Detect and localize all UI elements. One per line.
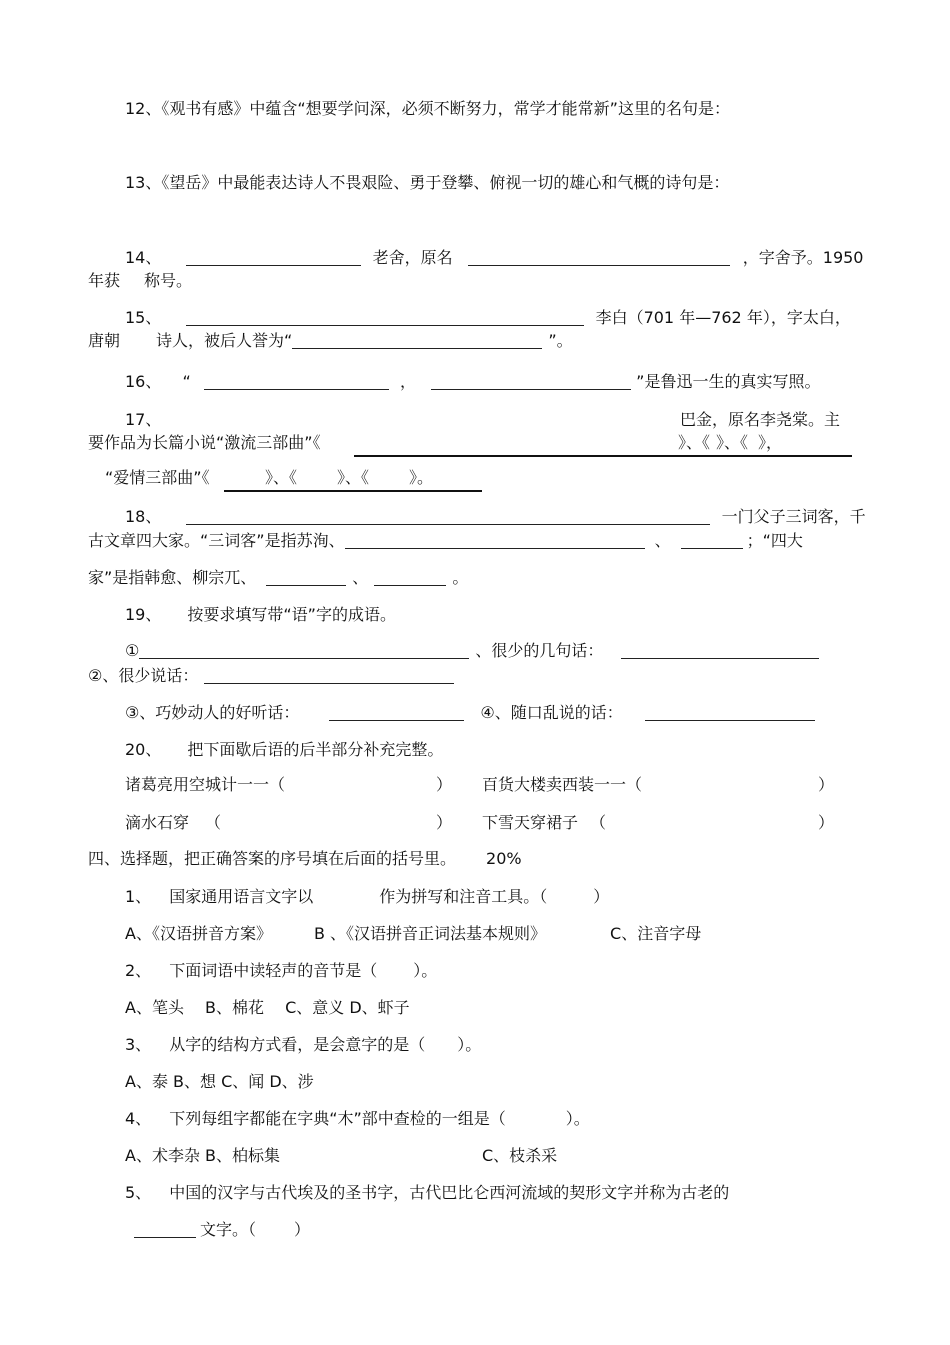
answer-blank[interactable] [186, 249, 361, 266]
paren-open: （ [590, 813, 607, 832]
question-text: ， [399, 372, 416, 391]
answer-blank[interactable] [345, 532, 645, 549]
item-label: 、很少的几句话： [475, 641, 604, 660]
section-title: 四、选择题，把正确答案的序号填在后面的括号里。 [88, 849, 457, 868]
question-text: 》， [758, 433, 783, 452]
question-text: 、 [654, 531, 671, 550]
question-14-cont [88, 270, 192, 292]
question-text: 老舍，原名 [372, 248, 453, 267]
option-c[interactable]: C、枝杀采 [482, 1146, 558, 1165]
question-20-a-close [436, 774, 452, 796]
question-15-cont [88, 330, 573, 352]
question-text: ）。 [457, 1035, 482, 1054]
question-text: 《观书有感》中蕴含“想要学问深，必须不断努力，常学才能常新”这里的名句是： [161, 99, 730, 118]
choice-3-options [125, 1071, 314, 1093]
item-label: ① [125, 641, 140, 660]
question-20-d-close [818, 812, 834, 834]
choice-question-4 [125, 1108, 590, 1130]
choice-question-3 [125, 1034, 481, 1056]
question-17-love [105, 467, 210, 489]
question-text: 称号。 [144, 271, 193, 290]
answer-blank[interactable] [645, 704, 815, 721]
question-text: 》。 [409, 468, 434, 487]
answer-blank[interactable] [186, 309, 584, 326]
question-number: 18、 [125, 507, 162, 526]
question-text: 年获 [88, 271, 121, 290]
question-text: 国家通用语言文字以 [169, 887, 314, 906]
question-text: 从字的结构方式看，是会意字的是（ [169, 1035, 426, 1054]
item-label: ④、随口乱说的话： [480, 703, 623, 722]
question-number: 20、 [125, 740, 162, 759]
paren-close: ） [436, 775, 453, 794]
question-text: 文字。（ [200, 1220, 257, 1239]
answer-blank[interactable] [292, 332, 542, 349]
question-text: 诸葛亮用空城计一一（ [125, 775, 286, 794]
question-12 [125, 98, 730, 120]
question-18 [125, 506, 866, 528]
choice-question-2 [125, 960, 437, 982]
question-number: 16、 [125, 372, 162, 391]
question-text: 》、《 [265, 468, 298, 487]
question-18-cont2 [88, 567, 468, 589]
answer-blank[interactable] [374, 569, 446, 586]
question-text: 》、《 [337, 468, 370, 487]
question-text: ；“四大 [746, 531, 803, 550]
question-19 [125, 604, 396, 626]
answer-blank[interactable] [621, 642, 819, 659]
question-text: 滴水石穿 [125, 813, 190, 832]
answer-blank[interactable] [266, 569, 346, 586]
answer-blank[interactable] [204, 373, 389, 390]
question-text: 诗人，被后人誉为“ [156, 331, 293, 350]
question-text: ，字舍予。1950 [742, 248, 864, 267]
paren-close: ） [436, 813, 453, 832]
answer-blank[interactable] [468, 249, 730, 266]
question-text: ”。 [548, 331, 573, 350]
question-text: ） [593, 887, 610, 906]
question-text: 、 [352, 568, 369, 587]
paren-close: ） [818, 813, 835, 832]
option-b[interactable]: B 、《汉语拼音正词法基本规则》 [313, 924, 547, 943]
question-number: 14、 [125, 248, 162, 267]
question-17-works [88, 432, 321, 454]
question-text: 古文章四大家。“三词客”是指苏洵、 [88, 531, 345, 550]
question-17-name [680, 409, 840, 431]
question-text: ”是鲁迅一生的真实写照。 [636, 372, 821, 391]
option-a[interactable]: A、《汉语拼音方案》 [125, 924, 272, 943]
question-text: 按要求填写带“语”字的成语。 [187, 605, 396, 624]
choice-4-option-c [482, 1145, 557, 1167]
option-c[interactable]: C、注音字母 [610, 924, 702, 943]
question-20 [125, 739, 443, 761]
section-heading [88, 848, 522, 870]
answer-blank[interactable] [681, 532, 743, 549]
options-row[interactable]: A、笔头 B、棉花 C、意义 D、虾子 [125, 998, 410, 1017]
option-ab[interactable]: A、术李杂 B、柏标集 [125, 1146, 281, 1165]
choice-question-5-cont [134, 1219, 310, 1241]
options-row[interactable]: A、泰 B、想 C、闻 D、涉 [125, 1072, 314, 1091]
question-text: 下列每组字都能在字典“木”部中查检的一组是（ [169, 1109, 506, 1128]
question-text: 一门父子三词客，千 [721, 507, 866, 526]
question-19-item2 [88, 665, 454, 687]
item-label: ③、巧妙动人的好听话： [125, 703, 300, 722]
question-number: 19、 [125, 605, 162, 624]
question-text: 百货大楼卖西装一一（ [482, 775, 643, 794]
question-number: 1、 [125, 887, 152, 906]
section-score: 20% [486, 849, 522, 868]
question-text: “ [182, 372, 191, 391]
question-14 [125, 247, 864, 269]
question-number: 2、 [125, 961, 152, 980]
question-17-works-end [678, 432, 782, 454]
question-text: 要作品为长篇小说“激流三部曲”《 [88, 433, 321, 452]
paren-close: ） [818, 775, 835, 794]
question-20-c [125, 812, 221, 834]
question-text: 中国的汉字与古代埃及的圣书字，古代巴比仑西河流域的契形文字并称为古老的 [169, 1183, 730, 1202]
question-19-item1 [125, 640, 819, 662]
answer-blank[interactable] [431, 373, 631, 390]
question-text: ）。 [413, 961, 438, 980]
paren-open: （ [205, 813, 222, 832]
question-text: 。 [452, 568, 469, 587]
question-20-d [482, 812, 606, 834]
question-number: 12、 [125, 99, 162, 118]
question-text: 》、《 [716, 433, 749, 452]
question-number: 15、 [125, 308, 162, 327]
answer-blank[interactable] [186, 508, 710, 525]
question-text: 唐朝 [88, 331, 121, 350]
question-text: 把下面歇后语的后半部分补充完整。 [187, 740, 444, 759]
question-20-b-close [818, 774, 834, 796]
answer-underline[interactable] [224, 490, 482, 492]
question-text: 作为拼写和注音工具。（ [379, 887, 548, 906]
question-number: 13、 [125, 173, 162, 192]
question-20-c-close [436, 812, 452, 834]
question-text: ） [294, 1220, 311, 1239]
answer-blank[interactable] [139, 642, 469, 659]
choice-4-options [125, 1145, 280, 1167]
question-19-item3 [125, 702, 815, 724]
question-number: 3、 [125, 1035, 152, 1054]
answer-blank[interactable] [134, 1221, 196, 1238]
question-text: 下雪天穿裙子 [482, 813, 579, 832]
question-text: 家”是指韩愈、柳宗兀、 [88, 568, 257, 587]
choice-question-5 [125, 1182, 729, 1204]
question-text: ）。 [565, 1109, 590, 1128]
choice-1-options [125, 923, 701, 945]
question-text: 巴金，原名李尧棠。主 [680, 410, 841, 429]
question-text: “爱情三部曲”《 [105, 468, 210, 487]
item-label: ②、很少说话： [88, 666, 199, 685]
question-18-cont [88, 530, 803, 552]
question-number: 17、 [125, 410, 162, 429]
question-20-a [125, 774, 285, 796]
question-text: 下面词语中读轻声的音节是（ [169, 961, 378, 980]
answer-blank[interactable] [204, 667, 454, 684]
question-number: 4、 [125, 1109, 152, 1128]
answer-underline[interactable] [354, 455, 852, 457]
question-17-love-titles [225, 467, 433, 489]
question-20-b [482, 774, 642, 796]
question-text: 《望岳》中最能表达诗人不畏艰险、勇于登攀、俯视一切的雄心和气概的诗句是： [161, 173, 730, 192]
question-text: 》、《 [678, 433, 711, 452]
question-16 [125, 371, 820, 393]
question-number: 5、 [125, 1183, 152, 1202]
question-17 [125, 409, 161, 431]
question-13 [125, 172, 729, 194]
question-15 [125, 307, 851, 329]
answer-blank[interactable] [329, 704, 464, 721]
choice-question-1 [125, 886, 609, 908]
choice-2-options [125, 997, 410, 1019]
question-text: 李白（701 年—762 年），字太白， [595, 308, 851, 327]
